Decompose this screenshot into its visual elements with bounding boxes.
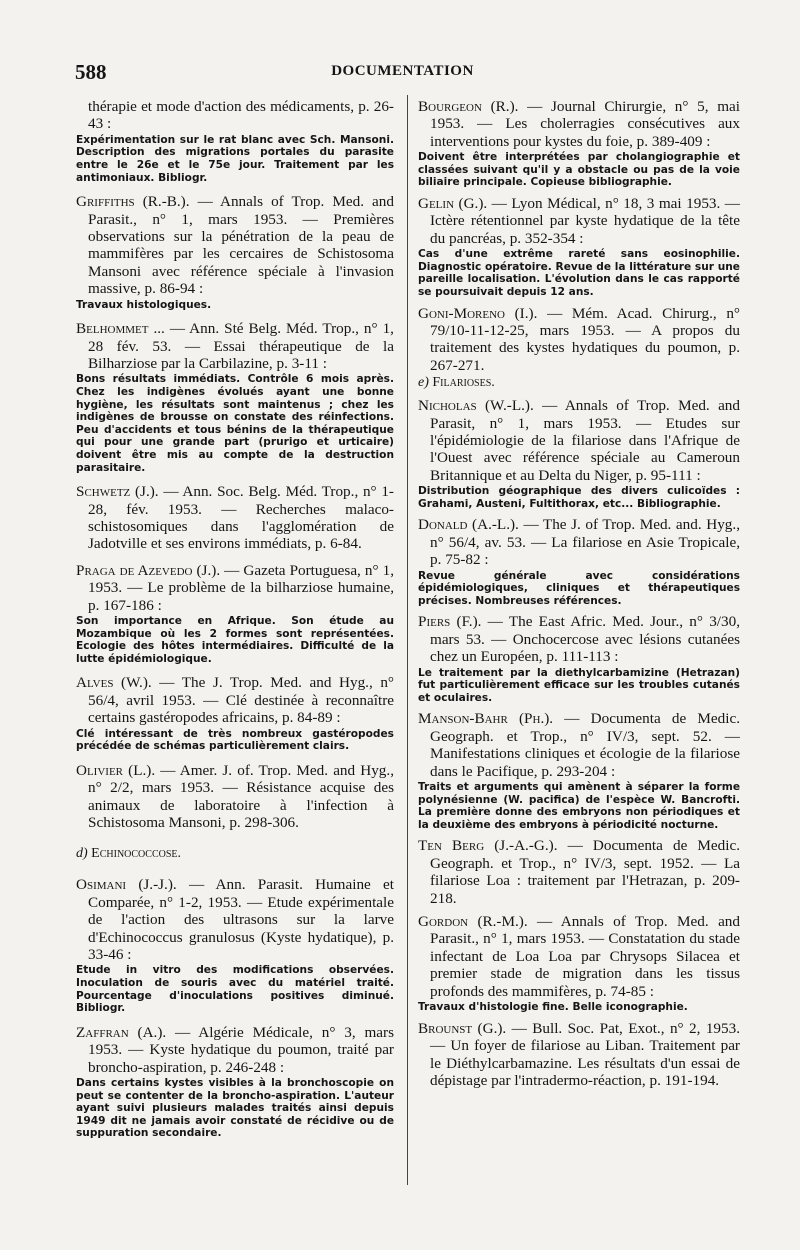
bibliography-entry bbox=[76, 98, 394, 184]
entry-author: Griffiths (R.-B.). bbox=[76, 193, 190, 211]
entry-reference bbox=[418, 305, 740, 375]
section-letter: d) bbox=[76, 846, 88, 862]
entry-author: Piers (F.). bbox=[418, 613, 482, 631]
entry-citation: — Gazeta Portuguesa, n° 1, 1953. — Le problème de la bilharziose humaine, p. 167-186 : bbox=[88, 561, 394, 614]
entry-reference bbox=[418, 1020, 740, 1090]
section-letter: e) bbox=[418, 375, 429, 391]
entry-author: Nicholas (W.-L.). bbox=[418, 397, 534, 415]
bibliography-entry bbox=[76, 320, 394, 474]
entry-reference: thérapie et mode d'action des médicaments, p. 26-43 : bbox=[88, 98, 394, 133]
entry-reference bbox=[418, 397, 740, 484]
entry-reference bbox=[76, 193, 394, 297]
entry-author: Gordon (R.-M.). bbox=[418, 913, 528, 931]
entry-citation: — Bull. Soc. Pat, Exot., n° 2, 1953. — Un foyer de filariose au Liban. Traitement par le Diéthylcarbamazine. Les résultats d'un essai de dépistage par l'intradermo-réaction, p. 191-194. bbox=[430, 1019, 741, 1089]
entry-abstract: Dans certains kystes visibles à la bronchoscopie on peut se contenter de la broncho-aspiration. L'auteur ayant suivi plusieurs malades traités ainsi depuis 1949 dit ne jamais avoir constaté de récidive ou de suppuration secondaire. bbox=[76, 1077, 394, 1140]
entry-reference bbox=[418, 98, 740, 150]
entry-abstract: Travaux d'histologie fine. Belle iconographie. bbox=[418, 1001, 688, 1014]
entry-reference bbox=[76, 320, 394, 372]
entry-reference bbox=[76, 674, 394, 726]
entry-reference bbox=[418, 913, 740, 1000]
entry-citation: — Lyon Médical, n° 18, 3 mai 1953. — Ictère rétentionnel par kyste hydatique de la tête du pancréas, p. 352-354 : bbox=[430, 195, 740, 247]
entry-reference bbox=[76, 1024, 394, 1076]
entry-citation: — The J. Trop. Med. and Hyg., n° 56/4, avril 1953. — Clé destinée à reconnaître certains gastéropodes africains, p. 84-89 : bbox=[88, 674, 394, 727]
entry-reference bbox=[418, 613, 740, 665]
bibliography-entry bbox=[76, 674, 394, 752]
entry-reference bbox=[76, 562, 394, 614]
entry-author: Belhommet ... bbox=[76, 320, 165, 338]
bibliography-entry bbox=[76, 762, 394, 832]
entry-reference bbox=[76, 876, 394, 963]
entry-citation: — Mém. Acad. Chirurg., n° 79/10-11-12-25, mars 1953. — A propos du traitement des kystes hydatiques du poumon, p. 267-271. bbox=[430, 304, 740, 374]
bibliography-entry bbox=[418, 613, 740, 704]
entry-reference bbox=[76, 762, 394, 832]
entry-citation: — The East Afric. Med. Jour., n° 3/30, mars 53. — Onchocercose avec lésions cutanées chez un Européen, p. 111-113 : bbox=[430, 613, 740, 666]
entry-citation: — Amer. J. of. Trop. Med. and Hyg., n° 2/2, mars 1953. — Résistance acquise des animaux de laboratoire à l'infection à Schistosoma Mansoni, p. 298-306. bbox=[88, 761, 394, 832]
entry-citation: — Documenta de Medic. Geograph. et Trop., n° IV/3, sept. 52. — Manifestations cliniques et écologie de la filariose dans le Pacifique, p. 293-204 : bbox=[430, 710, 740, 780]
entry-abstract: Etude in vitro des modifications observées. Inoculation de souris avec du matériel traité. Pourcentage d'inoculations positives diminué. Bibliogr. bbox=[76, 964, 394, 1015]
bibliography-entry bbox=[418, 195, 740, 299]
entry-abstract: Expérimentation sur le rat blanc avec Sch. Mansoni. Description des migrations portales du parasite entre le 26e et le 75e jour. Traitement par les antimoniaux. Bibliogr. bbox=[76, 133, 394, 184]
entry-author: Alves (W.). bbox=[76, 674, 152, 692]
entry-abstract: Revue générale avec considérations épidémiologiques, cliniques et thérapeutiques précises. Nombreuses références. bbox=[418, 569, 740, 607]
column-divider bbox=[407, 95, 408, 1185]
entry-citation: — Annals of Trop. Med. and Parasit, n° 1, mars 1953. — Etudes sur l'épidémiologie de la filariose dans l'Afrique de l'Ouest avec référence spéciale au Cameroun Britannique et au Delta du Niger, p. 95-111 : bbox=[430, 397, 740, 484]
entry-author: Osimani (J.-J.). bbox=[76, 876, 177, 894]
bibliography-entry bbox=[76, 483, 394, 553]
entry-author: Brounst (G.). bbox=[418, 1019, 507, 1037]
entry-citation: — Annals of Trop. Med. and Parasit., n° 1, mars 1953. — Premières observations sur la pénétration de la peau de mammifères par les cercaires de Schistosoma Mansoni avec référence spéciale à l'invasion massive, p. 86-94 : bbox=[88, 193, 394, 298]
entry-abstract: Doivent être interprétées par cholangiographie et classées suivant qu'il y a obstacle ou pas de la voie biliaire principale. Copieuse bibliographie. bbox=[418, 151, 740, 189]
entry-abstract: Travaux histologiques. bbox=[76, 298, 212, 311]
entry-author: Bourgeon (R.). bbox=[418, 98, 519, 115]
entry-author: Zaffran (A.). bbox=[76, 1023, 167, 1041]
section-name: Filarioses. bbox=[432, 375, 495, 391]
entry-citation: — Ann. Soc. Belg. Méd. Trop., n° 1-28, fév. 1953. — Recherches malaco-schistosomiques dans l'agglomération de Jadotville et ses environs immédiats, p. 6-84. bbox=[88, 483, 394, 553]
entry-abstract: Son importance en Afrique. Son étude au Mozambique où les 2 formes sont représentées. Ecologie des hôtes intermédiaires. Difficulté de la lutte épidémiologique. bbox=[76, 615, 394, 665]
entry-author: Gelin (G.). bbox=[418, 195, 488, 212]
entry-citation: — Journal Chirurgie, n° 5, mai 1953. — Les cholerragies consécutives aux interventions pour kystes du foie, p. 389-409 : bbox=[430, 98, 740, 150]
entry-abstract: Distribution géographique des divers culicoïdes : Grahami, Austeni, Fultithorax, etc... Bibliographie. bbox=[418, 485, 740, 510]
entry-author: Donald (A.-L.). bbox=[418, 516, 519, 534]
running-head: DOCUMENTATION bbox=[331, 63, 474, 79]
entry-author: Ten Berg (J.-A.-G.). bbox=[418, 837, 558, 855]
entry-citation: — Ann. Sté Belg. Méd. Trop., n° 1, 28 fév. 53. — Essai thérapeutique de la Bilharziose par la Carbilazine, p. 3-11 : bbox=[88, 320, 394, 373]
page-number: 588 bbox=[75, 60, 107, 84]
left-column bbox=[76, 98, 394, 1140]
entry-citation: — Ann. Parasit. Humaine et Comparée, n° 1-2, 1953. — Etude expérimentale de l'action des ultrasons sur la larve d'Echinococcus granulosus (Kyste hydatique), p. 33-46 : bbox=[88, 876, 394, 964]
page-header bbox=[75, 60, 730, 90]
bibliography-entry bbox=[418, 837, 740, 907]
entry-abstract: Clé intéressant de très nombreux gastéropodes précédée de schémas particulièrement clairs. bbox=[76, 727, 394, 753]
bibliography-entry bbox=[418, 710, 740, 831]
bibliography-entry bbox=[418, 913, 740, 1014]
section-name: Echinococcose. bbox=[91, 846, 182, 862]
entry-author: Schwetz (J.). bbox=[76, 483, 159, 501]
entry-author: Goni-Moreno (I.). bbox=[418, 304, 538, 322]
entry-abstract: Le traitement par la diethylcarbamizine (Hetrazan) fut particulièrement efficace sur les troubles cutanés et oculaires. bbox=[418, 666, 740, 704]
section-heading bbox=[418, 374, 740, 391]
right-column bbox=[418, 98, 740, 1089]
bibliography-entry bbox=[76, 1024, 394, 1140]
entry-author: Olivier (L.). bbox=[76, 761, 156, 779]
entry-reference bbox=[76, 483, 394, 553]
entry-author: Praga de Azevedo (J.). bbox=[76, 561, 221, 579]
entry-citation: — The J. of Trop. Med. and. Hyg., n° 56/4, av. 53. — La filariose en Asie Tropicale, p. 75-82 : bbox=[430, 516, 740, 569]
bibliography-entry bbox=[418, 98, 740, 189]
entry-abstract: Cas d'une extrême rareté sans eosinophilie. Diagnostic opératoire. Revue de la littérature sur une pareille localisation. L'évolution dans le cas rapporté se poursuivait depuis 12 ans. bbox=[418, 248, 740, 298]
entry-citation: — Documenta de Medic. Geograph. et Trop., n° IV/3, sept. 1952. — La filariose Loa : traitement par l'Hetrazan, p. 209-218. bbox=[430, 837, 740, 907]
entry-reference bbox=[418, 195, 740, 247]
bibliography-entry bbox=[418, 305, 740, 375]
bibliography-entry bbox=[418, 516, 740, 607]
section-heading bbox=[76, 845, 394, 862]
entry-author: Manson-Bahr (Ph.). bbox=[418, 710, 554, 728]
bibliography-entry bbox=[418, 1020, 740, 1090]
entry-abstract: Traits et arguments qui amènent à séparer la forme polynésienne (W. pacifica) de l'espèce W. Bancrofti. La première donne des embryons non périodiques et la deuxième des embryons à périodicité nocturne. bbox=[418, 781, 740, 831]
entry-reference bbox=[418, 837, 740, 907]
entry-abstract: Bons résultats immédiats. Contrôle 6 mois après. Chez les indigènes évolués ayant une bonne hygiène, les résultats sont maintenus ; chez les indigènes de brousse on constate des réinfections. Peu d'accidents et tous bénins de la thérapeutique qui pour une grande part (prurigo et urticaire) doivent être mis au compte de la destruction parasitaire. bbox=[76, 373, 394, 474]
bibliography-entry bbox=[76, 193, 394, 311]
bibliography-entry bbox=[76, 876, 394, 1014]
entry-reference bbox=[418, 710, 740, 780]
bibliography-entry bbox=[76, 562, 394, 666]
entry-citation: — Annals of Trop. Med. and Parasit., n° 1, mars 1953. — Constatation du stade infectant de Loa Loa par Chrysops Silacea et premier stade de migration dans les tissus profonds des mammifères, p. 74-85 : bbox=[430, 913, 740, 1000]
bibliography-entry bbox=[418, 397, 740, 510]
entry-reference bbox=[418, 516, 740, 568]
entry-citation: — Algérie Médicale, n° 3, mars 1953. — Kyste hydatique du poumon, traité par broncho-aspiration, p. 246-248 : bbox=[88, 1023, 394, 1076]
